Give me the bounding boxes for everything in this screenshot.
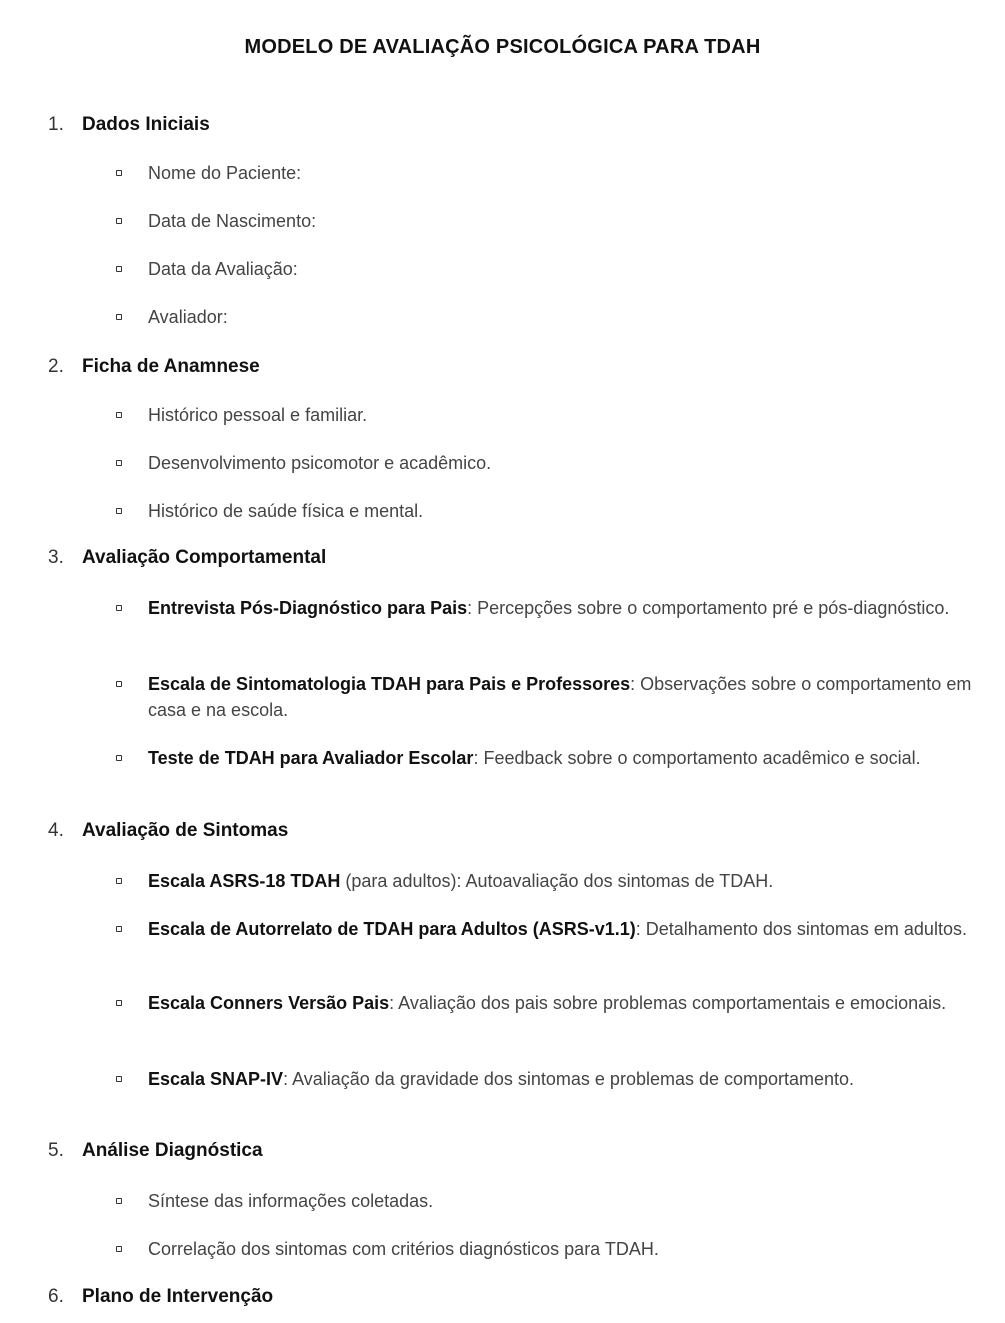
section-title: Ficha de Anamnese: [82, 356, 260, 377]
list-item: [148, 450, 988, 476]
item-text: Avaliador:: [148, 307, 228, 327]
section-number: 1.: [48, 114, 64, 135]
list-item: [148, 868, 988, 894]
item-bold-label: Escala ASRS-18 TDAH: [148, 871, 341, 891]
section-analise-diagnostica: [48, 1140, 988, 1259]
section-number: 2.: [48, 356, 64, 377]
section-number: 5.: [48, 1140, 64, 1161]
square-bullet-icon: [116, 218, 122, 224]
item-bold-label: Teste de TDAH para Avaliador Escolar: [148, 748, 474, 768]
section-title: Avaliação de Sintomas: [82, 820, 289, 841]
list-item: [148, 160, 988, 186]
square-bullet-icon: [116, 755, 122, 761]
square-bullet-icon: [116, 460, 122, 466]
section-avaliacao-sintomas: [48, 820, 988, 1089]
item-bold-label: Escala de Sintomatologia TDAH para Pais e Professores: [148, 674, 631, 694]
section-number: 4.: [48, 820, 64, 841]
list-item: [148, 208, 988, 234]
square-bullet-icon: [116, 508, 122, 514]
section-heading: [48, 547, 988, 573]
section-heading: [48, 820, 988, 846]
square-bullet-icon: [116, 314, 122, 320]
section-avaliacao-comportamental: [48, 547, 988, 768]
square-bullet-icon: [116, 878, 122, 884]
item-text: Correlação dos sintomas com critérios diagnósticos para TDAH.: [148, 1239, 659, 1259]
list-item: [148, 1066, 988, 1092]
item-text: Nome do Paciente:: [148, 163, 302, 183]
section-dados-iniciais: [48, 114, 988, 327]
list-item: [148, 671, 988, 723]
list-item: [148, 402, 988, 428]
item-text: (para adultos): Autoavaliação dos sintomas de TDAH.: [340, 871, 774, 891]
section-number: 3.: [48, 547, 64, 568]
square-bullet-icon: [116, 681, 122, 687]
list-item: [148, 745, 988, 771]
section-ficha-anamnese: [48, 356, 988, 521]
square-bullet-icon: [116, 1246, 122, 1252]
item-text: : Feedback sobre o comportamento acadêmico e social.: [473, 748, 921, 768]
item-text: : Observações sobre o comportamento em casa e na escola.: [148, 674, 972, 720]
item-text: : Detalhamento dos sintomas em adultos.: [635, 919, 967, 939]
section-title: Avaliação Comportamental: [82, 547, 327, 568]
section-title: Dados Iniciais: [82, 114, 210, 135]
section-title: Plano de Intervenção: [82, 1286, 274, 1307]
section-plano-intervencao: [48, 1286, 988, 1312]
square-bullet-icon: [116, 266, 122, 272]
square-bullet-icon: [116, 1198, 122, 1204]
square-bullet-icon: [116, 1000, 122, 1006]
section-heading: [48, 1286, 988, 1312]
list-item: [148, 304, 988, 330]
item-text: Histórico pessoal e familiar.: [148, 405, 368, 425]
document-title: MODELO DE AVALIAÇÃO PSICOLÓGICA PARA TDAH: [244, 36, 761, 58]
item-text: Desenvolvimento psicomotor e acadêmico.: [148, 453, 492, 473]
item-text: : Avaliação da gravidade dos sintomas e problemas de comportamento.: [283, 1069, 855, 1089]
item-bold-label: Escala SNAP-IV: [148, 1069, 284, 1089]
item-text: Data da Avaliação:: [148, 259, 298, 279]
list-item: [148, 498, 988, 524]
square-bullet-icon: [116, 412, 122, 418]
square-bullet-icon: [116, 1076, 122, 1082]
list-item: [148, 990, 988, 1016]
list-item: [148, 256, 988, 282]
section-number: 6.: [48, 1286, 64, 1307]
section-heading: [48, 114, 988, 140]
square-bullet-icon: [116, 605, 122, 611]
list-item: [148, 1188, 988, 1214]
list-item: [148, 595, 988, 621]
section-title: Análise Diagnóstica: [82, 1140, 263, 1161]
square-bullet-icon: [116, 170, 122, 176]
square-bullet-icon: [116, 926, 122, 932]
item-text: Histórico de saúde física e mental.: [148, 501, 424, 521]
section-heading: [48, 1140, 988, 1166]
item-text: Síntese das informações coletadas.: [148, 1191, 434, 1211]
item-bold-label: Escala Conners Versão Pais: [148, 993, 390, 1013]
section-heading: [48, 356, 988, 382]
item-text: : Avaliação dos pais sobre problemas comportamentais e emocionais.: [389, 993, 947, 1013]
list-item: [148, 1236, 988, 1262]
list-item: [148, 916, 988, 942]
item-text: Data de Nascimento:: [148, 211, 317, 231]
item-text: : Percepções sobre o comportamento pré e pós-diagnóstico.: [467, 598, 950, 618]
item-bold-label: Escala de Autorrelato de TDAH para Adultos (ASRS-v1.1): [148, 919, 636, 939]
item-bold-label: Entrevista Pós-Diagnóstico para Pais: [148, 598, 468, 618]
